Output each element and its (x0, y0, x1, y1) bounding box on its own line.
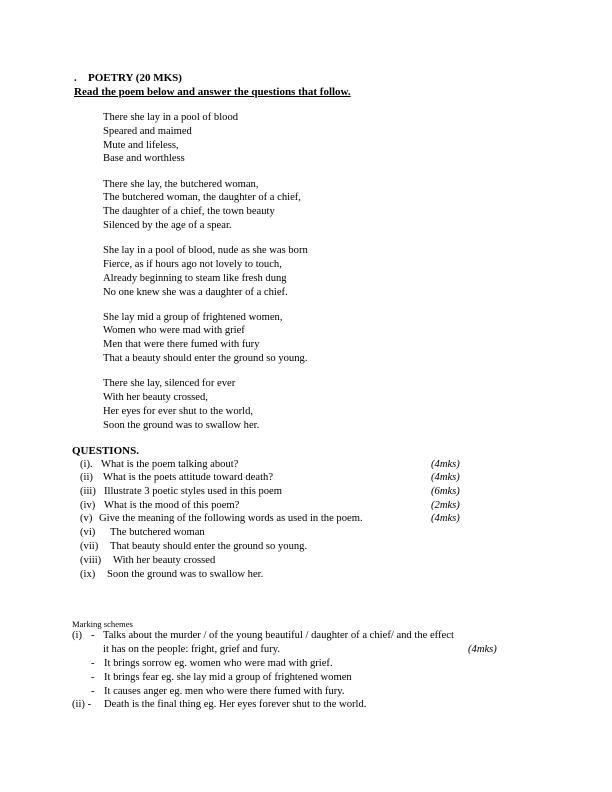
bullet-dash: - (91, 672, 95, 683)
poem-line: There she lay, silenced for ever (103, 378, 236, 389)
poem-line: Her eyes for ever shut to the world, (103, 406, 254, 417)
poem-line: With her beauty crossed, (103, 392, 208, 403)
question-text: The butchered woman (110, 527, 205, 538)
question-marks: (2mks) (431, 500, 460, 511)
poem-line: She lay mid a group of frightened women, (103, 312, 283, 323)
poem-line: No one knew she was a daughter of a chief. (103, 287, 288, 298)
question-number: (vi) (80, 527, 96, 538)
poem-line: Men that were there fumed with fury (103, 339, 260, 350)
bullet-dash: - (91, 686, 95, 697)
answer-marks: (4mks) (468, 644, 497, 655)
question-number: (iii) (80, 486, 96, 497)
poem-line: She lay in a pool of blood, nude as she was born (103, 245, 308, 256)
poem-line: There she lay in a pool of blood (103, 112, 239, 123)
answer-bullet: It brings sorrow eg. women who were mad with grief. (104, 658, 333, 669)
poem-line: Base and worthless (103, 153, 185, 164)
poem-line: The daughter of a chief, the town beauty (103, 206, 275, 217)
answer-number: (i) (72, 630, 82, 641)
question-text: That beauty should enter the ground so young. (110, 541, 308, 552)
question-marks: (4mks) (431, 459, 460, 470)
question-text: What is the poets attitude toward death? (103, 472, 274, 483)
poem-line: Speared and maimed (103, 126, 192, 137)
question-text: Soon the ground was to swallow her. (107, 569, 264, 580)
poem-line: Mute and lifeless, (103, 140, 179, 151)
question-text: With her beauty crossed (113, 555, 216, 566)
poem-line: The butchered woman, the daughter of a chief, (103, 192, 301, 203)
poem-line: There she lay, the butchered woman, (103, 179, 259, 190)
answer-number: (ii) - (72, 699, 92, 710)
answer-text: Death is the final thing eg. Her eyes forever shut to the world. (104, 699, 367, 710)
answer-bullet: It brings fear eg. she lay mid a group of frightened women (104, 672, 352, 683)
poem-line: Soon the ground was to swallow her. (103, 420, 260, 431)
question-text: What is the poem talking about? (101, 459, 239, 470)
question-text: What is the mood of this poem? (104, 500, 240, 511)
question-marks: (4mks) (431, 513, 460, 524)
question-number: (v) (80, 513, 93, 524)
section-instruction: Read the poem below and answer the questions that follow. (74, 86, 351, 98)
question-number: (iv) (80, 500, 96, 511)
poem-line: That a beauty should enter the ground so young. (103, 353, 308, 364)
poem-line: Silenced by the age of a spear. (103, 220, 232, 231)
section-number: . (74, 72, 77, 84)
questions-heading: QUESTIONS. (72, 445, 139, 457)
question-number: (ix) (80, 569, 96, 580)
question-number: (viii) (80, 555, 102, 566)
question-text: Illustrate 3 poetic styles used in this poem (104, 486, 283, 497)
answer-dash: - (91, 630, 95, 641)
question-marks: (6mks) (431, 486, 460, 497)
question-number: (ii) (80, 472, 93, 483)
section-title: POETRY (20 MKS) (88, 72, 182, 84)
question-number: (vii) (80, 541, 99, 552)
question-marks: (4mks) (431, 472, 460, 483)
poem-line: Women who were mad with grief (103, 325, 245, 336)
answer-bullet: It causes anger eg. men who were there fumed with fury. (104, 686, 345, 697)
question-text: Give the meaning of the following words as used in the poem. (99, 513, 363, 524)
marking-heading: Marking schemes (72, 619, 133, 629)
poem-line: Fierce, as if hours ago not lovely to touch, (103, 259, 282, 270)
poem-line: Already beginning to steam like fresh dung (103, 273, 287, 284)
bullet-dash: - (91, 658, 95, 669)
question-number: (i). (80, 459, 93, 470)
answer-text: it has on the people: fright, grief and fury. (103, 644, 281, 655)
answer-text: Talks about the murder / of the young beautiful / daughter of a chief/ and the effect (103, 630, 454, 641)
